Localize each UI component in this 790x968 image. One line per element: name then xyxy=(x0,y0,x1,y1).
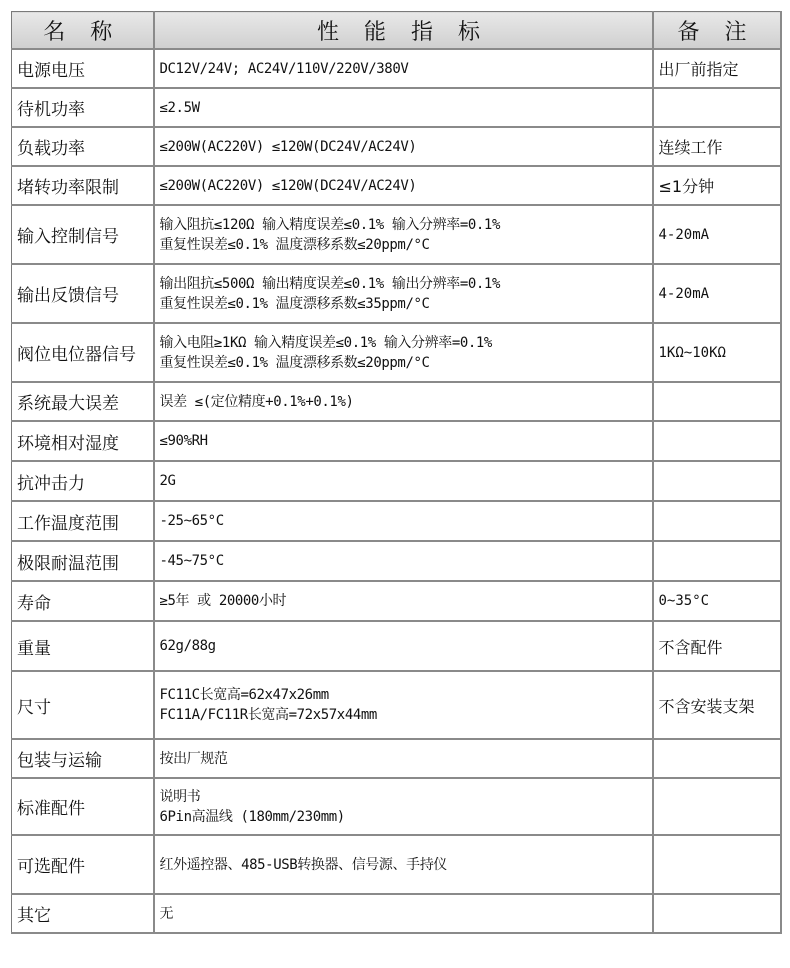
row-value xyxy=(154,671,653,739)
row-name: 输出反馈信号 xyxy=(12,264,154,323)
row-note xyxy=(653,421,781,461)
value-line: 按出厂规范 xyxy=(159,750,228,767)
row-value xyxy=(154,778,653,835)
row-value xyxy=(154,739,653,778)
table-row xyxy=(12,541,781,581)
table-row xyxy=(12,382,781,421)
row-name: 输入控制信号 xyxy=(12,205,154,264)
row-note: 0~35°C xyxy=(653,581,781,621)
row-name: 重量 xyxy=(12,621,154,671)
row-note: 出厂前指定 xyxy=(653,49,781,88)
row-note: 不含配件 xyxy=(653,621,781,671)
row-value xyxy=(154,382,653,421)
row-name: 阀位电位器信号 xyxy=(12,323,154,382)
row-value xyxy=(154,264,653,323)
table-row xyxy=(12,894,781,933)
row-name: 环境相对湿度 xyxy=(12,421,154,461)
row-name: 系统最大误差 xyxy=(12,382,154,421)
value-line: -45~75°C xyxy=(159,553,224,569)
row-note: 不含安装支架 xyxy=(653,671,781,739)
row-name: 其它 xyxy=(12,894,154,933)
value-line: 2G xyxy=(159,473,176,489)
value-line: 输出阻抗≤500Ω 输出精度误差≤0.1% 输出分辨率=0.1% xyxy=(159,275,500,292)
row-value xyxy=(154,621,653,671)
table-row xyxy=(12,778,781,835)
table-row xyxy=(12,205,781,264)
value-line: DC12V/24V; AC24V/110V/220V/380V xyxy=(159,60,409,77)
row-note xyxy=(653,894,781,933)
row-note xyxy=(653,739,781,778)
value-line: ≤200W(AC220V) ≤120W(DC24V/AC24V) xyxy=(159,138,417,155)
row-note: ≤1分钟 xyxy=(653,166,781,205)
row-value xyxy=(154,88,653,127)
value-line: ≤90%RH xyxy=(159,433,208,449)
header-row xyxy=(12,12,781,50)
row-note: 4-20mA xyxy=(653,264,781,323)
header-spec: 性 能 指 标 xyxy=(154,12,653,50)
value-line: FC11C长宽高=62x47x26mm xyxy=(159,687,329,703)
value-line: ≥5年 或 20000小时 xyxy=(159,593,287,609)
row-name: 负载功率 xyxy=(12,127,154,166)
table-row xyxy=(12,421,781,461)
table-row xyxy=(12,264,781,323)
value-line: 重复性误差≤0.1% 温度漂移系数≤20ppm/°C xyxy=(159,236,430,253)
value-line: 重复性误差≤0.1% 温度漂移系数≤35ppm/°C xyxy=(159,295,430,312)
row-value xyxy=(154,835,653,894)
value-line: 重复性误差≤0.1% 温度漂移系数≤20ppm/°C xyxy=(159,354,430,371)
table-row xyxy=(12,501,781,541)
row-name: 抗冲击力 xyxy=(12,461,154,501)
row-note xyxy=(653,501,781,541)
row-note: 连续工作 xyxy=(653,127,781,166)
row-name: 极限耐温范围 xyxy=(12,541,154,581)
row-name: 待机功率 xyxy=(12,88,154,127)
row-name: 可选配件 xyxy=(12,835,154,894)
table-row xyxy=(12,461,781,501)
table-row xyxy=(12,671,781,739)
value-line: 误差 ≤(定位精度+0.1%+0.1%) xyxy=(159,393,354,410)
value-line: -25~65°C xyxy=(159,513,224,529)
row-value xyxy=(154,49,653,88)
row-value xyxy=(154,166,653,205)
table-row xyxy=(12,127,781,166)
row-value xyxy=(154,894,653,933)
header-name: 名 称 xyxy=(12,12,154,50)
row-note xyxy=(653,461,781,501)
header-note: 备 注 xyxy=(653,12,781,50)
row-value xyxy=(154,501,653,541)
value-line: ≤2.5W xyxy=(159,99,200,116)
value-line: 输入电阻≥1KΩ 输入精度误差≤0.1% 输入分辨率=0.1% xyxy=(159,334,492,351)
table-row xyxy=(12,739,781,778)
row-value xyxy=(154,461,653,501)
value-line: 说明书 xyxy=(159,788,201,805)
value-line: 6Pin高温线 (180mm/230mm) xyxy=(159,808,345,825)
row-value xyxy=(154,421,653,461)
row-name: 标准配件 xyxy=(12,778,154,835)
value-line: 红外遥控器、485-USB转换器、信号源、手持仪 xyxy=(159,856,447,873)
row-note xyxy=(653,382,781,421)
value-line: 无 xyxy=(159,905,174,922)
row-value xyxy=(154,323,653,382)
row-note: 1KΩ~10KΩ xyxy=(653,323,781,382)
row-note: 4-20mA xyxy=(653,205,781,264)
row-name: 尺寸 xyxy=(12,671,154,739)
spec-table xyxy=(11,11,782,934)
row-note xyxy=(653,778,781,835)
row-note xyxy=(653,541,781,581)
table-row xyxy=(12,621,781,671)
row-name: 包装与运输 xyxy=(12,739,154,778)
value-line: 输入阻抗≤120Ω 输入精度误差≤0.1% 输入分辨率=0.1% xyxy=(159,216,500,233)
table-row xyxy=(12,835,781,894)
row-name: 电源电压 xyxy=(12,49,154,88)
table-row xyxy=(12,88,781,127)
row-value xyxy=(154,581,653,621)
row-name: 堵转功率限制 xyxy=(12,166,154,205)
row-value xyxy=(154,205,653,264)
value-line: 62g/88g xyxy=(159,638,216,654)
row-name: 寿命 xyxy=(12,581,154,621)
row-value xyxy=(154,541,653,581)
table-row xyxy=(12,581,781,621)
row-value xyxy=(154,127,653,166)
value-line: FC11A/FC11R长宽高=72x57x44mm xyxy=(159,707,377,723)
row-note xyxy=(653,88,781,127)
table-row xyxy=(12,49,781,88)
row-note xyxy=(653,835,781,894)
table-row xyxy=(12,323,781,382)
row-name: 工作温度范围 xyxy=(12,501,154,541)
table-row xyxy=(12,166,781,205)
value-line: ≤200W(AC220V) ≤120W(DC24V/AC24V) xyxy=(159,177,417,194)
